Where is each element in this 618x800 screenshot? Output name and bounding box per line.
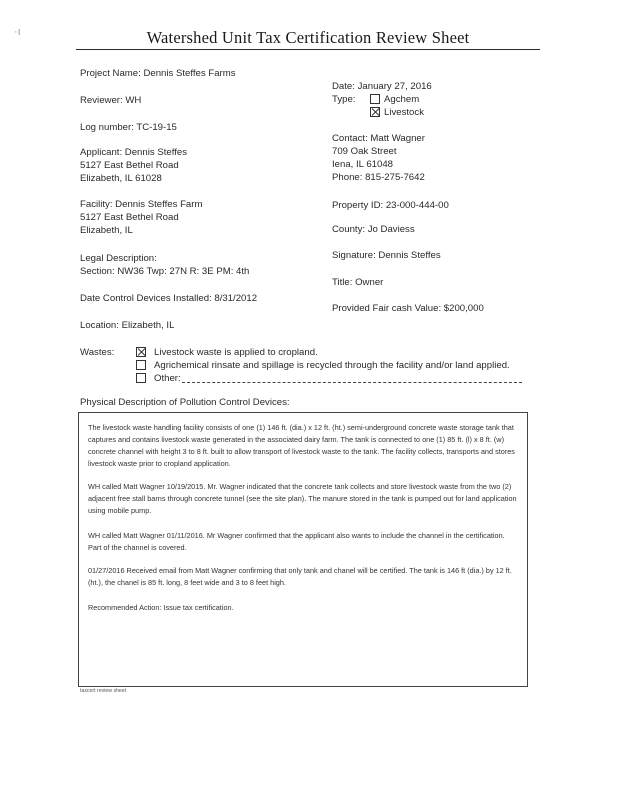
project-name: Project Name: Dennis Steffes Farms xyxy=(80,68,236,79)
physical-description-box xyxy=(78,412,528,687)
page-title: Watershed Unit Tax Certification Review Sheet xyxy=(146,28,470,47)
other-label: Other: xyxy=(154,373,181,384)
scan-mark: ·ı xyxy=(14,26,21,38)
date-installed: Date Control Devices Installed: 8/31/2012 xyxy=(80,293,258,304)
title-underline xyxy=(76,49,540,50)
description-paragraph-1: The livestock waste handling facility consists of one (1) 146 ft. (dia.) x 12 ft. (ht.) semi-underground concrete waste storage tank that captures and contains livestock waste generated in the associated dairy farm. The tank is connected to one (1) 85 ft. (l) x 8 ft. (w) concrete channel with height 3 to 8 ft. built to allow transport of livestock waste to the tank. The facility collects, transports and stores livestock waste prior to cropland application. xyxy=(88,423,515,468)
contact-block xyxy=(332,132,425,184)
agchem-checkbox[interactable] xyxy=(370,94,380,104)
livestock-label: Livestock xyxy=(384,107,424,118)
legal-label: Legal Description: xyxy=(80,253,157,264)
type-label: Type: xyxy=(332,94,356,105)
description-paragraph-4: 01/27/2016 Received email from Matt Wagner confirming that only tank and chanel will be certified. The tank is 146 ft (dia.) by 12 ft. (ht.), the chanel is 85 ft. long, 8 feet wide and 3 to 8 feet high. xyxy=(88,566,512,587)
applicant-block xyxy=(80,146,187,185)
log-number: Log number: TC-19-15 xyxy=(80,122,177,133)
facility-street: 5127 East Bethel Road xyxy=(80,212,179,223)
contact-city: Iena, IL 61048 xyxy=(332,159,393,170)
contact-name: Contact: Matt Wagner xyxy=(332,133,425,144)
contact-street: 709 Oak Street xyxy=(332,146,397,157)
applicant-street: 5127 East Bethel Road xyxy=(80,160,179,171)
description-paragraph-3: WH called Matt Wagner 01/11/2016. Mr Wagner confirmed that the applicant also wants to include the channel in the certification. Part of the channel is covered. xyxy=(88,531,505,552)
applicant-name: Applicant: Dennis Steffes xyxy=(80,147,188,158)
facility-block xyxy=(80,198,202,237)
legal-section: Section: NW36 Twp: 27N R: 3E PM: 4th xyxy=(80,266,250,277)
livestock-checkbox[interactable] xyxy=(370,107,380,117)
signature: Signature: Dennis Steffes xyxy=(332,250,441,261)
other-blank-line[interactable] xyxy=(182,373,522,383)
livestock-waste-text: Livestock waste is applied to cropland. xyxy=(154,347,318,358)
legal-block xyxy=(80,252,249,278)
agrichemical-text: Agrichemical rinsate and spillage is recycled through the facility and/or land applied. xyxy=(154,360,510,371)
review-date: Date: January 27, 2016 xyxy=(332,81,432,92)
reviewer: Reviewer: WH xyxy=(80,95,142,106)
contact-phone: Phone: 815-275-7642 xyxy=(332,172,425,183)
other-checkbox[interactable] xyxy=(136,373,146,383)
fair-cash-value: Provided Fair cash Value: $200,000 xyxy=(332,303,484,314)
property-id: Property ID: 23-000-444-00 xyxy=(332,200,449,211)
owner-title: Title: Owner xyxy=(332,277,384,288)
location: Location: Elizabeth, IL xyxy=(80,320,175,331)
wastes-label: Wastes: xyxy=(80,347,115,358)
footer-note: taxcert review sheet xyxy=(80,688,127,694)
facility-name: Facility: Dennis Steffes Farm xyxy=(80,199,203,210)
livestock-waste-checkbox[interactable] xyxy=(136,347,146,357)
applicant-city: Elizabeth, IL 61028 xyxy=(80,173,162,184)
facility-city: Elizabeth, IL xyxy=(80,225,133,236)
agrichemical-checkbox[interactable] xyxy=(136,360,146,370)
agchem-label: Agchem xyxy=(384,94,420,105)
physical-heading: Physical Description of Pollution Control Devices: xyxy=(80,397,290,408)
recommended-action: Recommended Action: Issue tax certification. xyxy=(88,603,234,612)
county: County: Jo Daviess xyxy=(332,224,415,235)
description-paragraph-2: WH called Matt Wagner 10/19/2015. Mr. Wagner indicated that the concrete tank collects and store livestock waste from the two (2) adjacent free stall barns through concrete tunnel (see the site plan). The manure stored in the tank is pumped out for land application using mobile pump. xyxy=(88,482,517,515)
